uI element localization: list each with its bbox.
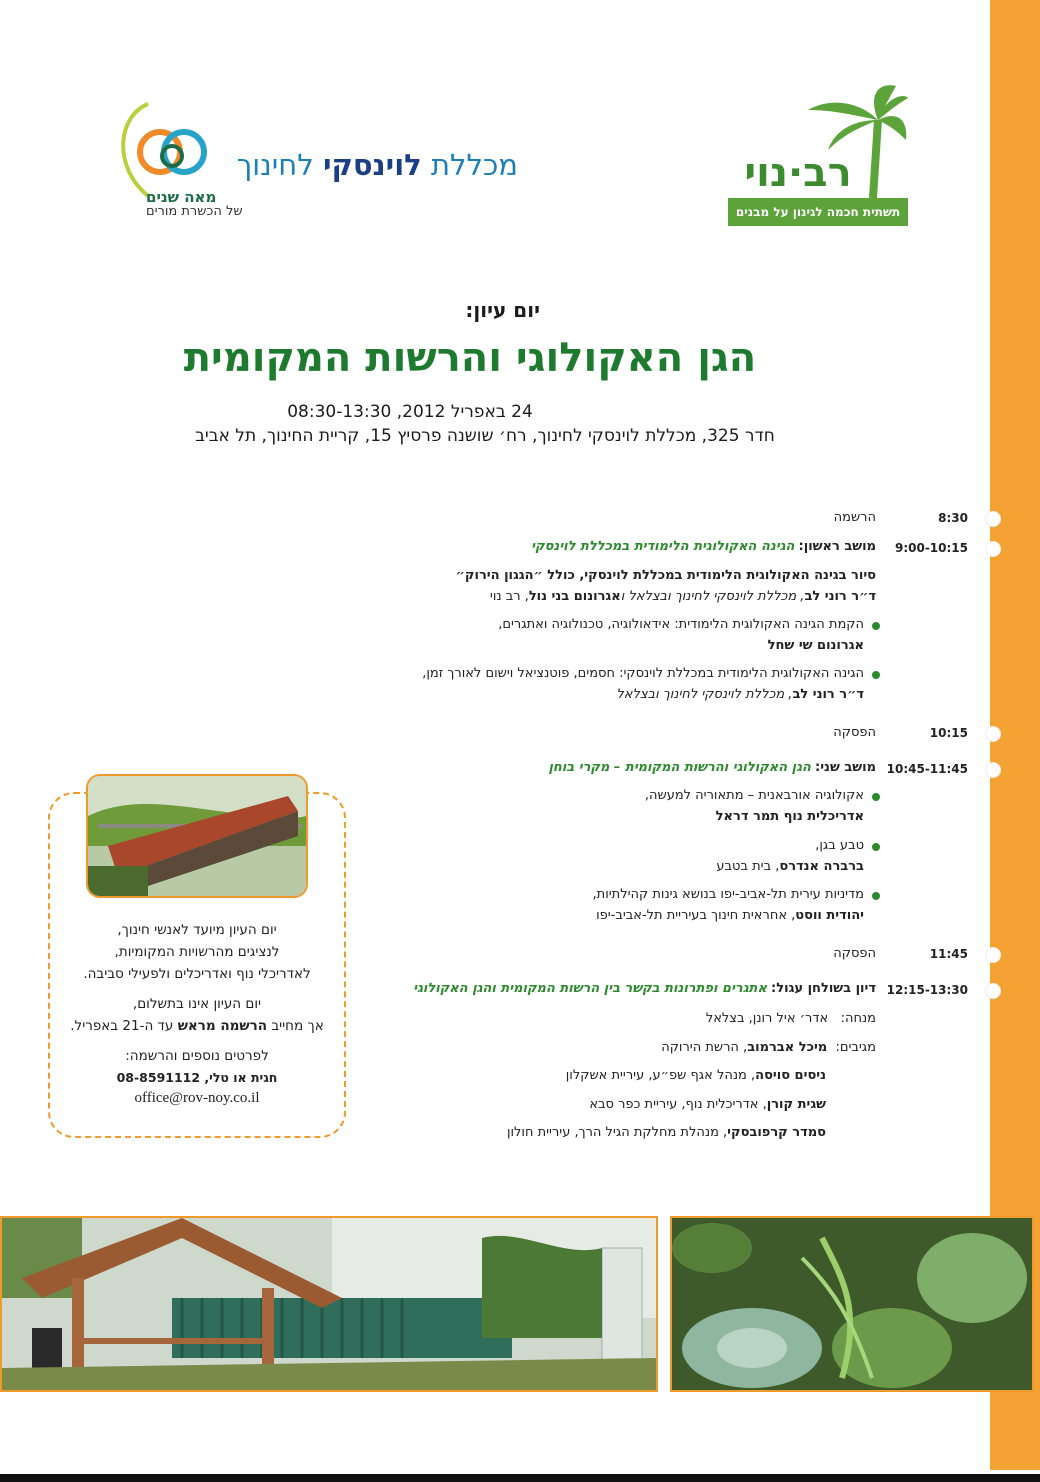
session-2-item-1-speaker: אדריכלית נוף תמר דראל (715, 809, 864, 824)
break-1-label: הפסקה (833, 725, 876, 740)
info-contact-phone: חגית או טלי, 08-8591112 (116, 1070, 278, 1085)
page-title: הגן האקולוגי והרשות המקומית (183, 335, 757, 381)
timeline-dot (986, 727, 1000, 741)
info-audience-3: לאדריכלי נוף ואדריכלים ולפעילי סביבה. (83, 966, 311, 982)
break-2-label: הפסקה (833, 946, 876, 961)
roundtable-responder-1: מגיבים: מיכל אברמוב, הרשת הירוקה (661, 1040, 876, 1055)
bullet-icon (872, 793, 880, 801)
event-date: 24 באפריל 2012, 08:30-13:30 (287, 402, 533, 422)
time-session-2: 10:45-11:45 (886, 762, 968, 776)
event-kicker: יום עיון: (465, 298, 540, 322)
info-free: יום העיון אינו בתשלום, (132, 996, 262, 1012)
rov-noy-tagline: תשתית חכמה לגינון על מבנים (728, 198, 908, 226)
info-registration: אך מחייב הרשמה מראש עד ה-21 באפריל. (70, 1018, 324, 1034)
session-1-item-2-speaker: ד״ר רוני לב, מכללת לוינסקי לחינוך ובצלאל (616, 687, 864, 702)
session-2-item-3: מדיניות עירית תל-אביב-יפו בנושא גינות קהילתיות, (592, 887, 864, 902)
bullet-icon (872, 671, 880, 679)
pergola-garden-photo (0, 1216, 658, 1392)
bullet-icon (872, 622, 880, 630)
rov-noy-logo (718, 80, 908, 230)
timeline-dot (986, 542, 1000, 556)
roundtable-heading: דיון בשולחן עגול: אתגרים ופתרונות בקשר בין הרשות המקומית והגן האקולוגי (413, 981, 876, 996)
roundtable-responder-4: סמדר קרפובסקי, מנהלת מחלקת הגיל הרך, עיריית חולון (506, 1125, 826, 1140)
time-roundtable: 12:15-13:30 (886, 983, 968, 997)
session-2-item-2-speaker: ברברה אנדרס, בית בטבע (716, 859, 864, 874)
timeline-dot (986, 948, 1000, 962)
levinsky-name: מכללת לוינסקי לחינוך (236, 148, 518, 182)
session-1-heading: מושב ראשון: הגינה האקולוגית הלימודית במכללת לוינסקי (531, 539, 876, 554)
roundtable-moderator: מנחה: אדר׳ איל רונן, בצלאל (705, 1011, 876, 1026)
levinsky-subtitle: של הכשרת מורים (146, 204, 243, 219)
bullet-icon (872, 892, 880, 900)
timeline-dot (986, 763, 1000, 777)
bottom-rule (0, 1474, 1040, 1482)
session-1-item-1: הקמת הגינה האקולוגית הלימודית: אידאולוגיה, טכנולוגיה ואתגרים, (498, 617, 864, 632)
info-email[interactable]: office@rov-noy.co.il (134, 1090, 260, 1106)
registration-label: הרשמה (833, 510, 876, 525)
roundtable-responder-3: שגית קורן, אדריכלית נוף, עיריית כפר סבא (589, 1097, 826, 1112)
info-audience-1: יום העיון מיועד לאנשי חינוך, (117, 922, 277, 938)
session-1-item-1-speaker: אגרונום שי שחל (767, 638, 864, 653)
green-roof-photo (86, 774, 308, 898)
timeline-dot (986, 512, 1000, 526)
session-2-heading: מושב שני: הגן האקולוגי והרשות המקומית – מקרי בוחן (548, 760, 876, 775)
vegetable-garden-photo (670, 1216, 1034, 1392)
session-2-item-1: אקולוגיה אורבאנית – מתאוריה למעשה, (644, 788, 864, 803)
event-venue: חדר 325, מכללת לוינסקי לחינוך, רח׳ שושנה פרסיץ 15, קריית החינוך, תל אביב (195, 426, 775, 446)
session-2-item-3-speaker: יהודית ווסט, אחראית חינוך בעיריית תל-אביב-יפו (596, 908, 864, 923)
info-contact-heading: לפרטים נוספים והרשמה: (125, 1048, 269, 1064)
session-1-item-2: הגינה האקולוגית הלימודית במכללת לוינסקי: חסמים, פוטנציאל וישום לאורך זמן, (422, 666, 864, 681)
bullet-icon (872, 843, 880, 851)
roundtable-responder-2: ניסים סויסה, מנהל אגף שפ״ע, עיריית אשקלון (565, 1068, 826, 1083)
time-registration: 8:30 (938, 511, 968, 525)
rov-noy-name: רב·נוי (744, 150, 852, 196)
info-audience-2: לנציגים מהרשויות המקומיות, (114, 944, 280, 960)
session-2-item-2: טבע בגן, (815, 838, 864, 853)
levinsky-logo (98, 96, 518, 226)
time-break-1: 10:15 (929, 726, 968, 740)
session-1-tour-speakers: ד״ר רוני לב, מכללת לוינסקי לחינוך ובצלאל ואגרונום בני נול, רב נוי (489, 589, 876, 604)
time-break-2: 11:45 (929, 947, 968, 961)
time-session-1: 9:00-10:15 (894, 541, 968, 555)
levinsky-hundred-years: מאה שנים (146, 188, 217, 206)
session-1-tour: סיור בגינה האקולוגית הלימודית במכללת לוינסקי, כולל ״הגגון הירוק״ (455, 568, 876, 583)
timeline-dot (986, 984, 1000, 998)
